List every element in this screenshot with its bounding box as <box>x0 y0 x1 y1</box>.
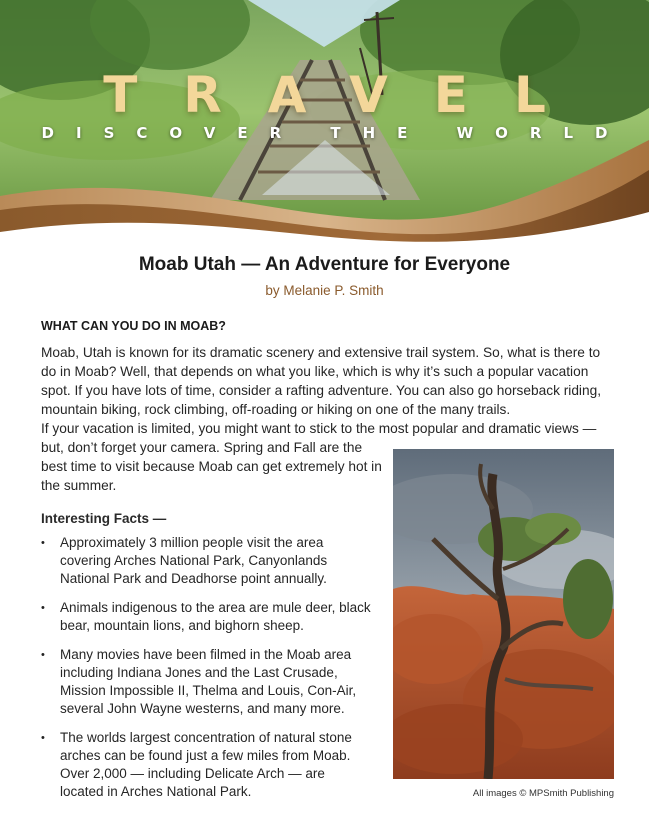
list-item: • The worlds largest concentration of natural stone arches can be found just a few miles from Moab. Over 2,000 — including Delicate Arch — are located in Arches National Park. <box>41 729 371 801</box>
intro-paragraph: Moab, Utah is known for its dramatic scenery and extensive trail system. So, what is there to do in Moab? Well, that depends on what you like, which is why it’s such a popular vacation spot. If you have lots of time, consider a rafting adventure. You can also go horseback riding, mountain biking, rock climbing, off-roading or hiking on one of the many trails. <box>41 345 602 417</box>
list-item: • Animals indigenous to the area are mule deer, black bear, mountain lions, and bighorn sheep. <box>41 599 371 635</box>
vacation-paragraph-line-1: If your vacation is limited, you might want to stick to the most popular and dramatic views — <box>41 421 597 436</box>
juniper-tree-photo <box>393 449 614 779</box>
facts-list <box>41 534 371 812</box>
list-item: • Many movies have been filmed in the Moab area including Indiana Jones and the Last Crusade, Mission Impossible II, Thelma and Louis, Con-Air, several John Wayne westerns, and many more. <box>41 646 371 718</box>
masthead-tagline: DISCOVER THE WORLD <box>41 124 630 142</box>
masthead-title: TRAVEL <box>103 66 592 124</box>
list-item: • Approximately 3 million people visit the area covering Arches National Park, Canyonlands National Park and Deadhorse point annually. <box>41 534 371 588</box>
vacation-paragraph-line-4: the summer. <box>41 478 117 493</box>
section-heading: WHAT CAN YOU DO IN MOAB? <box>41 319 226 333</box>
article-title: Moab Utah — An Adventure for Everyone <box>138 254 511 275</box>
travel-banner <box>0 0 649 250</box>
vacation-paragraph-line-2: but, don’t forget your camera. Spring and Fall are the <box>41 440 363 455</box>
vacation-paragraph-line-3: best time to visit because Moab can get extremely hot in <box>41 459 382 474</box>
facts-heading: Interesting Facts — <box>41 511 167 526</box>
article-byline: by Melanie P. Smith <box>265 283 384 298</box>
image-credit: All images © MPSmith Publishing <box>472 788 614 799</box>
